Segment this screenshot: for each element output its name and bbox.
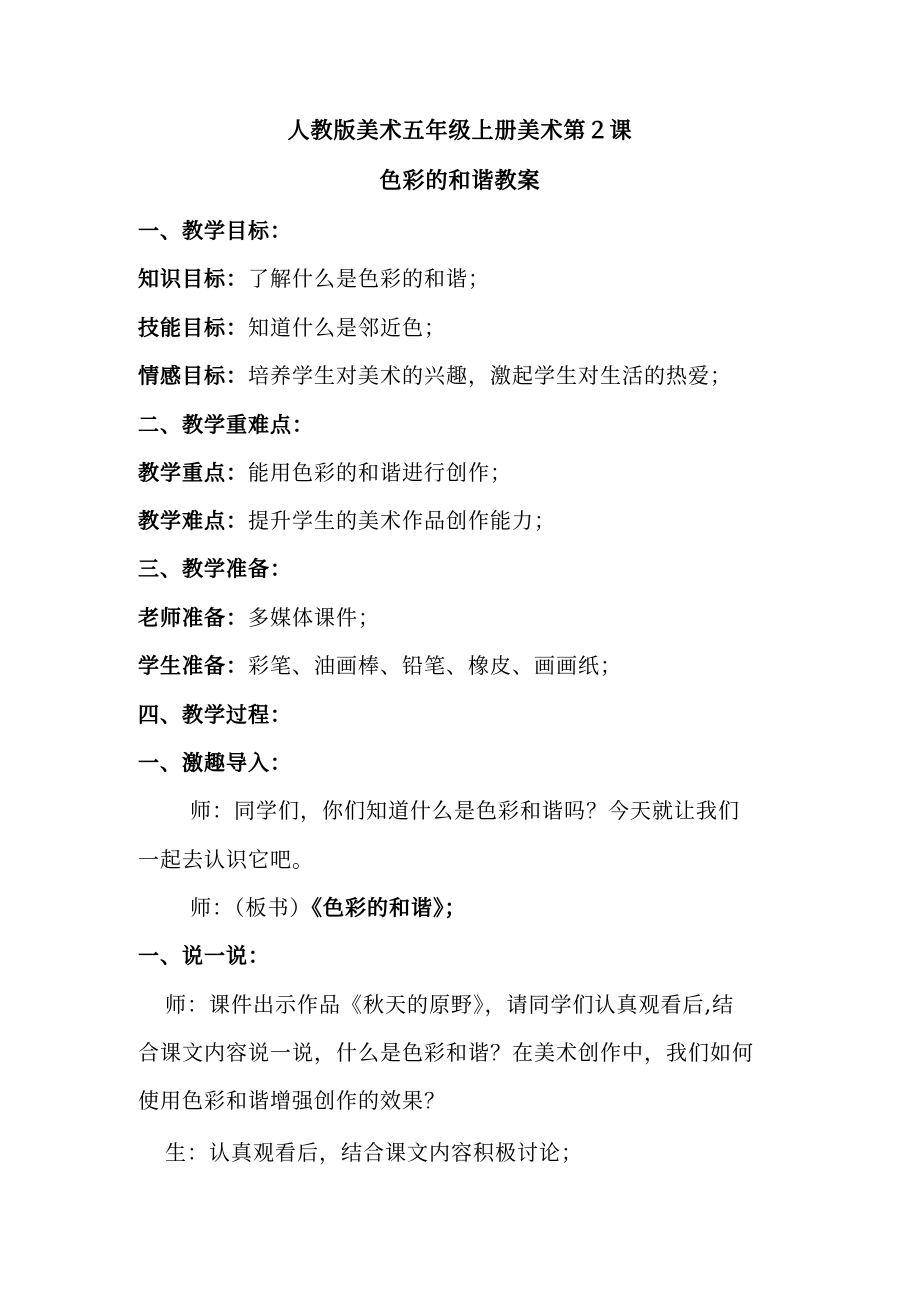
section-heading-preparation: 三、教学准备： (138, 557, 292, 581)
discuss-paragraph-line2: 合课文内容说一说，什么是色彩和谐？在美术创作中，我们如何 (138, 1041, 754, 1065)
board-writing-prefix: 师：（板书） (190, 896, 312, 920)
goal-knowledge-label: 知识目标： (138, 267, 248, 291)
student-prep-label: 学生准备： (138, 654, 248, 678)
goal-skill-label: 技能目标： (138, 316, 248, 340)
key-point-label: 教学重点： (138, 461, 248, 485)
difficult-point-text: 提升学生的美术作品创作能力； (248, 509, 556, 533)
step-heading-intro: 一、激趣导入： (138, 751, 292, 775)
key-point-text: 能用色彩的和谐进行创作； (248, 461, 512, 485)
goal-knowledge-text: 了解什么是色彩的和谐； (248, 267, 490, 291)
document-title: 人教版美术五年级上册美术第２课 (287, 119, 633, 144)
student-response: 生：认真观看后，结合课文内容积极讨论； (165, 1141, 583, 1165)
section-heading-key-points: 二、教学重难点： (138, 413, 314, 437)
intro-paragraph-line1: 师：同学们，你们知道什么是色彩和谐吗？今天就让我们 (190, 799, 740, 823)
difficult-point (138, 506, 556, 536)
teacher-prep (138, 603, 380, 633)
discuss-paragraph-line3: 使用色彩和谐增强创作的效果？ (138, 1089, 446, 1113)
goal-knowledge (138, 264, 490, 294)
section-heading-objectives: 一、教学目标： (138, 219, 292, 243)
section-heading-process: 四、教学过程： (138, 703, 292, 727)
goal-emotion-label: 情感目标： (138, 364, 248, 388)
intro-board-writing (190, 893, 467, 923)
board-writing-title: 《色彩的和谐》； (311, 896, 467, 920)
student-prep-text: 彩笔、油画棒、铅笔、橡皮、画画纸； (248, 654, 622, 678)
teacher-prep-text: 多媒体课件； (248, 606, 380, 630)
key-point (138, 458, 512, 488)
difficult-point-label: 教学难点： (138, 509, 248, 533)
teacher-prep-label: 老师准备： (138, 606, 248, 630)
document-subtitle: 色彩的和谐教案 (379, 169, 541, 194)
goal-emotion-text: 培养学生对美术的兴趣，激起学生对生活的热爱； (248, 364, 732, 388)
goal-skill (138, 313, 446, 343)
goal-emotion (138, 361, 732, 391)
intro-paragraph-line2: 一起去认识它吧。 (138, 848, 314, 872)
student-prep (138, 651, 622, 681)
goal-skill-text: 知道什么是邻近色； (248, 316, 446, 340)
discuss-paragraph-line1: 师：课件出示作品《秋天的原野》，请同学们认真观看后,结 (165, 993, 735, 1017)
step-heading-discuss: 一、说一说： (138, 944, 270, 968)
